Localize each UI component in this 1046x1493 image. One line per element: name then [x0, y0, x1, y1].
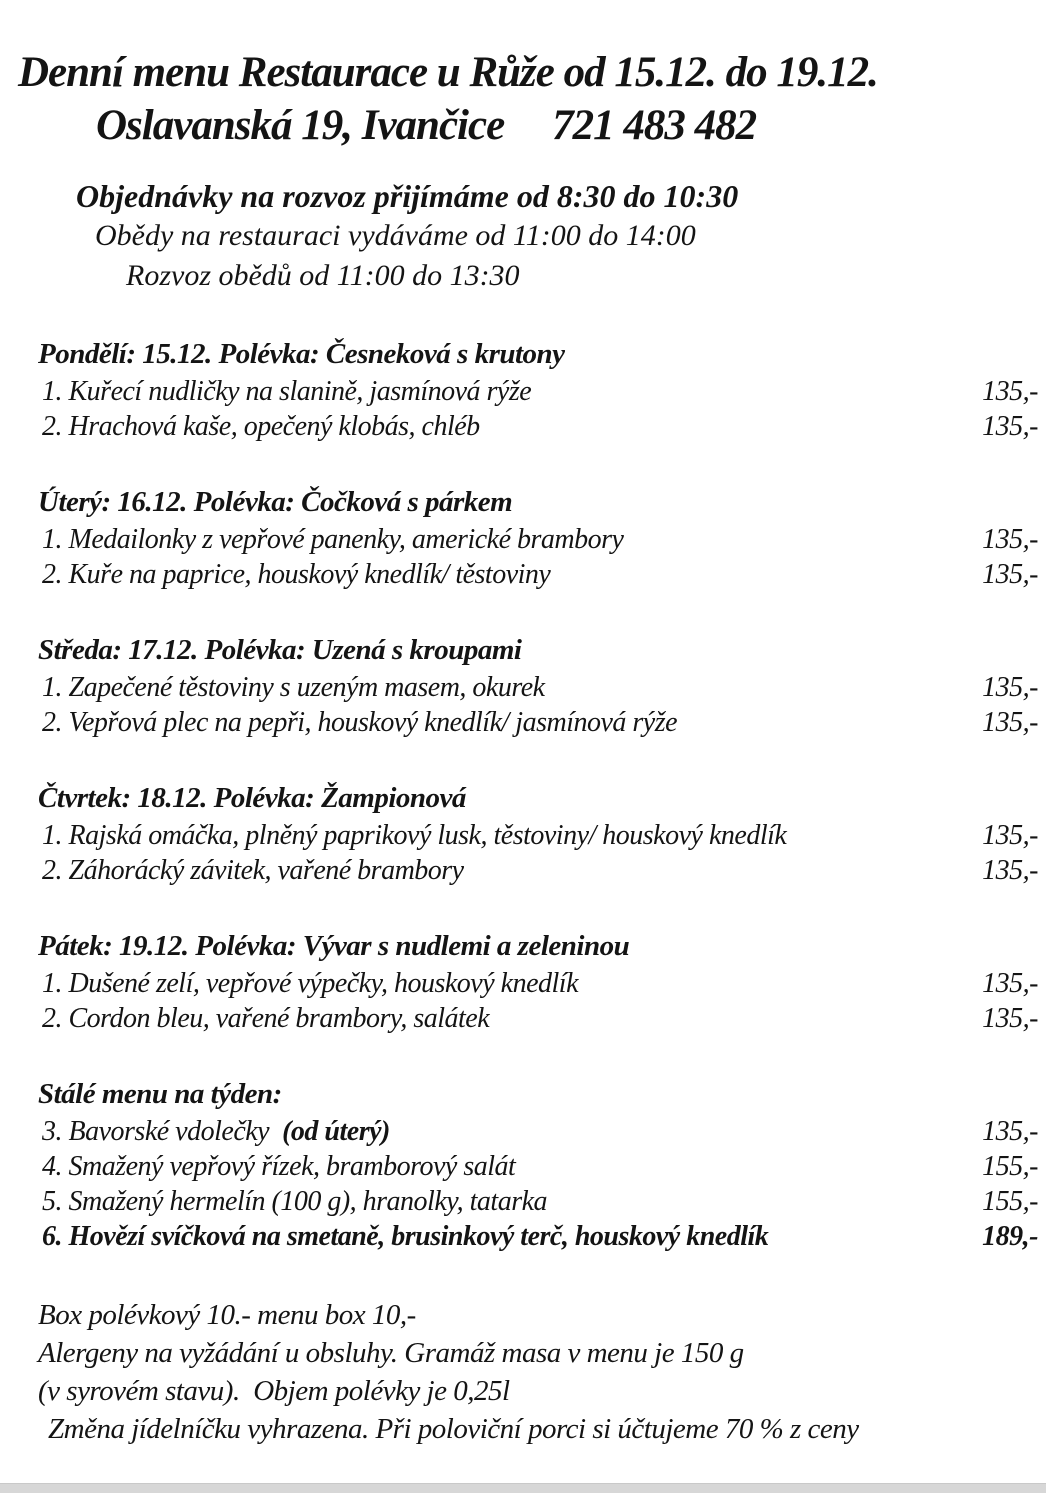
address-line — [96, 99, 1046, 152]
dish-name: 2. Vepřová plec na pepři, houskový knedlík/ jasmínová rýže — [42, 707, 678, 738]
menu-item — [38, 1149, 1038, 1184]
dish-name: 4. Smažený vepřový řízek, bramborový salát — [42, 1151, 516, 1182]
dish-name: 3. Bavorské vdolečky (od úterý) — [42, 1116, 390, 1147]
restaurant-lunch-hours: Obědy na restauraci vydáváme od 11:00 do 14:00 — [95, 219, 696, 252]
daily-menu-list — [0, 336, 1046, 1254]
menu-item — [38, 1001, 1038, 1036]
menu-item — [38, 374, 1038, 409]
dish-name: 1. Medailonky z vepřové panenky, americké brambory — [42, 524, 624, 555]
delivery-hours: Rozvoz obědů od 11:00 do 13:30 — [126, 259, 520, 292]
menu-item — [38, 705, 1038, 740]
menu-item — [38, 818, 1038, 853]
dish-name: 1. Dušené zelí, vepřové výpečky, houskový knedlík — [42, 968, 579, 999]
page-title: Denní menu Restaurace u Růže od 15.12. do 19.12. — [18, 49, 878, 96]
portion-note: (v syrovém stavu). Objem polévky je 0,25l — [38, 1375, 510, 1407]
menu-item — [38, 522, 1038, 557]
dish-price: 135,- — [982, 820, 1038, 851]
dish-price: 135,- — [982, 559, 1038, 590]
dish-name: 2. Kuře na paprice, houskový knedlík/ těstoviny — [42, 559, 551, 590]
dish-price: 135,- — [982, 411, 1038, 442]
day-section-thursday — [38, 780, 1038, 888]
day-heading: Pondělí: 15.12. Polévka: Česneková s krutony — [38, 338, 565, 370]
box-price-note: Box polévkový 10.- menu box 10,- — [38, 1299, 416, 1331]
bottom-edge-bar — [0, 1483, 1046, 1493]
allergen-note: Alergeny na vyžádání u obsluhy. Gramáž masa v menu je 150 g — [38, 1337, 744, 1369]
dish-price: 135,- — [982, 1003, 1038, 1034]
footer-notes — [38, 1296, 1038, 1448]
dish-price: 135,- — [982, 968, 1038, 999]
weekly-menu-section — [38, 1076, 1038, 1254]
dish-price: 135,- — [982, 376, 1038, 407]
phone-number: 721 483 482 — [552, 102, 757, 149]
dish-price: 135,- — [982, 1116, 1038, 1147]
menu-item — [38, 557, 1038, 592]
day-section-friday — [38, 928, 1038, 1036]
menu-item — [38, 409, 1038, 444]
dish-name: 1. Kuřecí nudličky na slanině, jasmínová rýže — [42, 376, 532, 407]
dish-name: 2. Hrachová kaše, opečený klobás, chléb — [42, 411, 480, 442]
delivery-order-hours: Objednávky na rozvoz přijímáme od 8:30 do 10:30 — [76, 178, 739, 214]
change-note: Změna jídelníčku vyhrazena. Při poloviční porci si účtujeme 70 % z ceny — [48, 1413, 859, 1445]
day-section-wednesday — [38, 632, 1038, 740]
dish-name: 1. Rajská omáčka, plněný paprikový lusk, těstoviny/ houskový knedlík — [42, 820, 787, 851]
dish-price: 135,- — [982, 707, 1038, 738]
address: Oslavanská 19, Ivančice — [96, 102, 505, 149]
dish-name: 2. Záhorácký závitek, vařené brambory — [42, 855, 464, 886]
weekly-menu-heading: Stálé menu na týden: — [38, 1078, 282, 1110]
availability-note: (od úterý) — [275, 1116, 390, 1147]
menu-item — [38, 1114, 1038, 1149]
day-heading: Středa: 17.12. Polévka: Uzená s kroupami — [38, 634, 522, 666]
dish-price: 135,- — [982, 855, 1038, 886]
day-heading: Úterý: 16.12. Polévka: Čočková s párkem — [38, 486, 513, 518]
menu-item — [38, 966, 1038, 1001]
menu-item — [38, 1184, 1038, 1219]
dish-price: 155,- — [982, 1151, 1038, 1182]
dish-name: 1. Zapečené těstoviny s uzeným masem, okurek — [42, 672, 545, 703]
menu-item — [38, 1219, 1038, 1254]
day-section-monday — [38, 336, 1038, 444]
ordering-info — [0, 176, 1046, 296]
dish-price: 155,- — [982, 1186, 1038, 1217]
menu-item — [38, 853, 1038, 888]
day-section-tuesday — [38, 484, 1038, 592]
day-heading: Pátek: 19.12. Polévka: Vývar s nudlemi a zeleninou — [38, 930, 630, 962]
dish-price: 135,- — [982, 672, 1038, 703]
dish-name: 2. Cordon bleu, vařené brambory, salátek — [42, 1003, 490, 1034]
dish-name: 6. Hovězí svíčková na smetaně, brusinkový terč, houskový knedlík — [42, 1221, 769, 1252]
day-heading: Čtvrtek: 18.12. Polévka: Žampionová — [38, 782, 466, 814]
dish-price: 135,- — [982, 524, 1038, 555]
dish-price: 189,- — [982, 1221, 1038, 1252]
dish-name: 5. Smažený hermelín (100 g), hranolky, tatarka — [42, 1186, 548, 1217]
menu-item — [38, 670, 1038, 705]
